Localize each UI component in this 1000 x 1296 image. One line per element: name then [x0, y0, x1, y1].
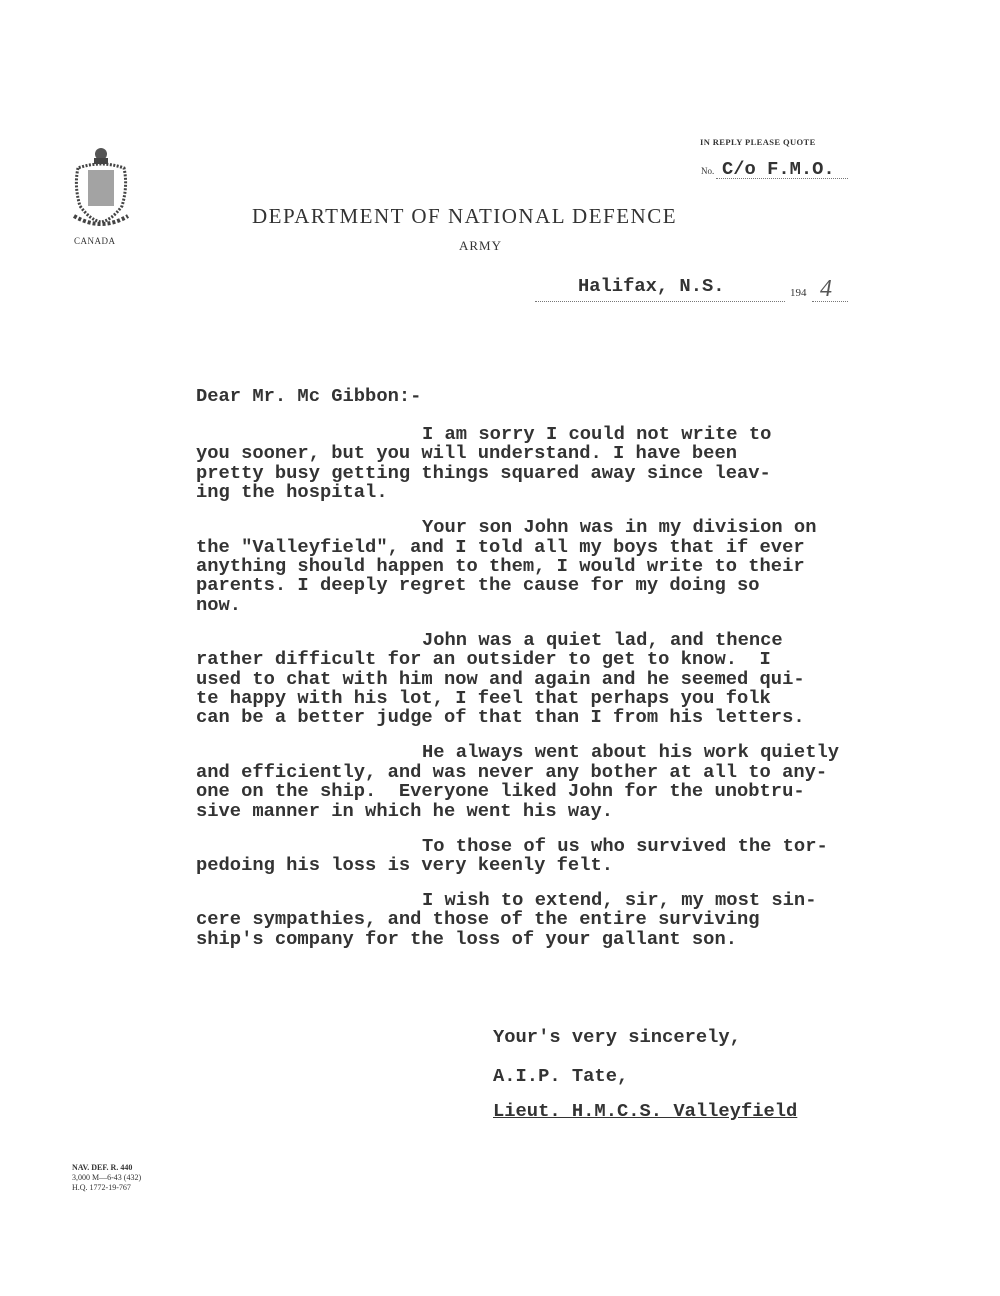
branch-heading: ARMY	[459, 238, 503, 253]
valediction: Your's very sincerely,	[493, 1026, 741, 1048]
body-line: sive manner in which he went his way.	[196, 799, 614, 822]
body-line: cere sympathies, and those of the entire surviving	[196, 908, 760, 931]
body-line: parents. I deeply regret the cause for my doing so	[196, 574, 760, 597]
body-line: you sooner, but you will understand. I have been	[196, 442, 737, 465]
form-number-line3: H.Q. 1772-19-767	[72, 1183, 131, 1192]
body-line: anything should happen to them, I would write to their	[196, 555, 805, 577]
signatory-name: A.I.P. Tate,	[493, 1065, 629, 1087]
salutation: Dear Mr. Mc Gibbon:-	[196, 385, 422, 407]
department-heading: DEPARTMENT OF NATIONAL DEFENCE	[252, 204, 678, 228]
reference-number: C/o F.M.O.	[722, 158, 835, 180]
body-line: Your son John was in my division on	[422, 516, 817, 539]
form-number-line2: 3,000 M—6-43 (432)	[72, 1173, 142, 1182]
body-line: I am sorry I could not write to	[422, 423, 772, 445]
year-handwritten: 4	[820, 276, 832, 302]
body-line: ship's company for the loss of your gallant son.	[196, 927, 737, 950]
body-line: and efficiently, and was never any bother at all to any-	[196, 760, 828, 783]
body-line: To those of us who survived the tor-	[422, 834, 828, 857]
body-line: He always went about his work quietly	[422, 741, 840, 764]
form-number-line1: NAV. DEF. R. 440	[72, 1163, 133, 1172]
body-line: te happy with his lot, I feel that perhaps you folk	[196, 687, 771, 709]
letter-place: Halifax, N.S.	[578, 275, 725, 297]
body-line: rather difficult for an outsider to get to know. I	[196, 648, 771, 671]
body-line: the "Valleyfield", and I told all my boys that if ever	[196, 535, 805, 558]
body-line: one on the ship. Everyone liked John for the unobtru-	[196, 780, 805, 803]
signatory-title: Lieut. H.M.C.S. Valleyfield	[493, 1100, 798, 1122]
coat-of-arms-caption: CANADA	[74, 236, 116, 246]
body-line: now.	[196, 593, 242, 616]
body-line: John was a quiet lad, and thence	[422, 628, 783, 651]
body-line: ing the hospital.	[196, 481, 388, 504]
reply-label: IN REPLY PLEASE QUOTE	[700, 137, 816, 147]
body-line: used to chat with him now and again and he seemed qui-	[196, 667, 805, 690]
reference-prefix: No.	[701, 166, 715, 176]
canada-coat-of-arms-icon	[70, 146, 132, 232]
body-line: pretty busy getting things squared away since leav-	[196, 461, 771, 484]
body-line: can be a better judge of that than I from his letters.	[196, 706, 805, 729]
body-line: I wish to extend, sir, my most sin-	[422, 889, 817, 911]
year-printed: 194	[790, 287, 807, 299]
body-line: pedoing his loss is very keenly felt.	[196, 854, 614, 876]
